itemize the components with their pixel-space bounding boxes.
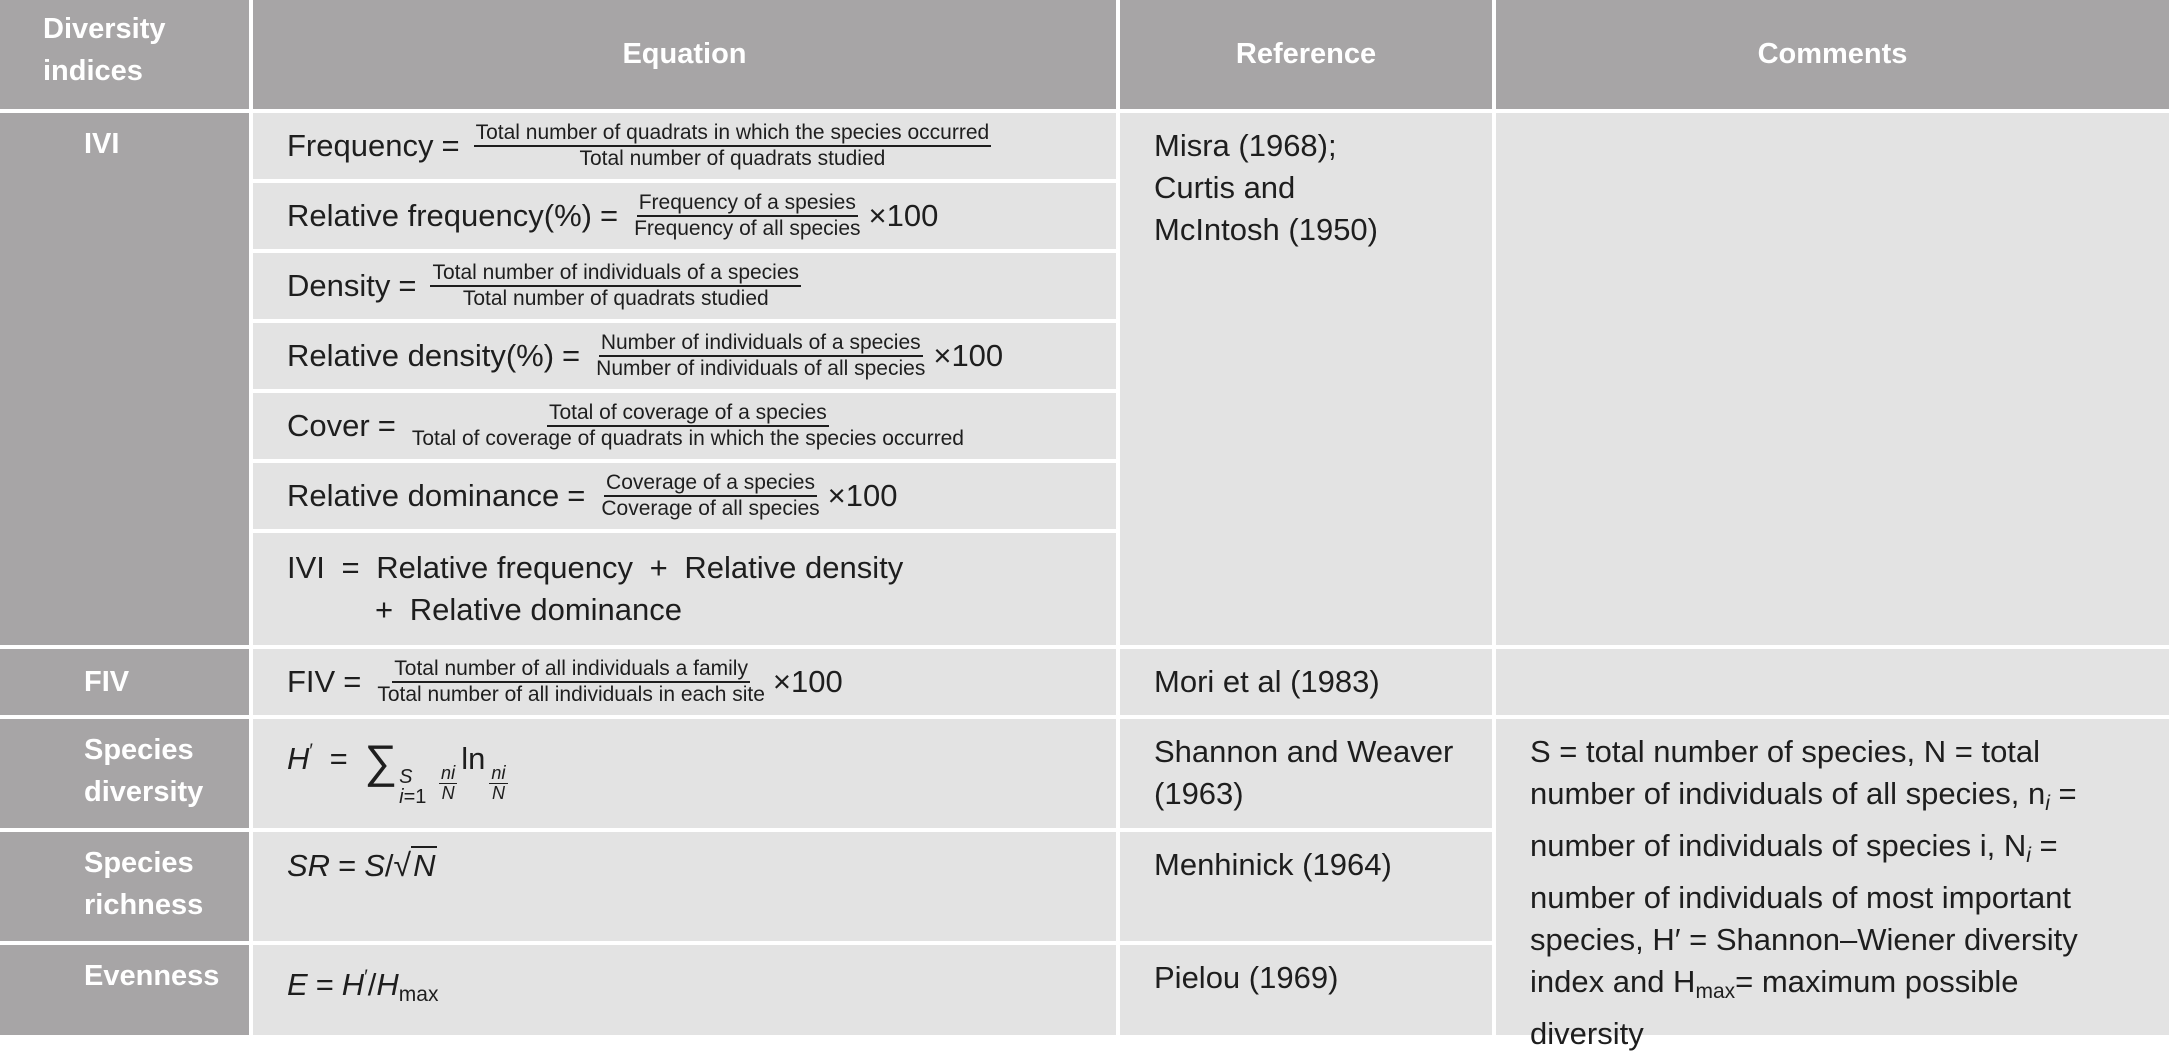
reference-evenness (1120, 945, 1492, 1035)
comments-line2: number of individuals of all species, n (1530, 776, 2046, 811)
frequency-denominator: Total number of quadrats studied (579, 147, 886, 170)
comments-line6: index and H (1530, 964, 1696, 999)
relative-frequency-lhs: Relative frequency(%) (287, 198, 592, 233)
header-equation (253, 0, 1116, 109)
reference-fiv (1120, 649, 1492, 715)
reference-species-diversity-line2: (1963) (1154, 776, 1244, 811)
comments-line4: number of individuals of most important (1530, 880, 2072, 915)
header-diversity-indices (0, 0, 249, 109)
equation-frequency: Frequency = $\frac{\text{Total number of quadrats in which the species occurred}}{\text{Total number of quadrats studied}}$ (253, 113, 1116, 179)
reference-ivi-line1: Misra (1968); (1154, 128, 1337, 163)
equation-species-diversity: H′ = ∑ S i=1 $\frac{ni}{N}$ ln $\frac{ni}{N}$ (253, 719, 1116, 828)
reference-species-richness (1120, 832, 1492, 941)
cover-numerator: Total of coverage of a species (547, 401, 829, 427)
index-species-richness-line1: Species (84, 847, 194, 879)
fiv-multiplier: 100 (791, 664, 843, 699)
fiv-lhs: FIV (287, 664, 336, 699)
index-species-richness (0, 832, 249, 941)
relative-density-lhs: Relative density(%) (287, 338, 555, 373)
relative-density-numerator: Number of individuals of a species (599, 331, 923, 357)
cover-lhs: Cover (287, 408, 370, 443)
relative-dominance-multiplier: 100 (845, 478, 898, 513)
relative-frequency-multiplier: 100 (886, 198, 939, 233)
reference-ivi-line2: Curtis and (1154, 170, 1296, 205)
reference-fiv-text: Mori et al (1983) (1154, 664, 1380, 699)
reference-species-diversity-line1: Shannon and Weaver (1154, 734, 1454, 769)
comments-line7: diversity (1530, 1016, 1644, 1051)
fiv-fraction (375, 657, 767, 707)
cover-denominator: Total of coverage of quadrats in which the species occurred (411, 427, 964, 450)
comments-line5: species, H′ = Shannon–Wiener diversity (1530, 922, 2078, 957)
comments-line3: number of individuals of species i, N (1530, 828, 2027, 863)
ivi-term-relative-dominance: Relative dominance (409, 592, 682, 627)
density-denominator: Total number of quadrats studied (462, 287, 769, 310)
equation-species-richness: SR = S/√N (253, 832, 1116, 941)
reference-ivi-line3: McIntosh (1950) (1154, 212, 1378, 247)
fiv-denominator: Total number of all individuals in each site (377, 683, 765, 706)
relative-dominance-fraction (599, 471, 821, 521)
equation-relative-frequency: Relative frequency(%) = $\frac{\text{Frequency of a spesies}}{\text{Frequency of all species}}$ × 100 (253, 183, 1116, 249)
ivi-lhs: IVI (287, 550, 325, 585)
frequency-lhs: Frequency (287, 128, 434, 163)
density-numerator: Total number of individuals of a species (430, 261, 801, 287)
header-reference-label: Reference (1235, 38, 1377, 70)
equation-relative-density: Relative density(%) = $\frac{\text{Number of individuals of a species}}{\text{Number of individuals of all species}}$ × 100 (253, 323, 1116, 389)
index-species-diversity-line1: Species (84, 734, 194, 766)
density-fraction (430, 261, 801, 311)
index-evenness (0, 945, 249, 1035)
cover-fraction (410, 401, 966, 451)
index-ivi (0, 113, 249, 645)
equation-ivi: IVI = Relative frequency + Relative density + Relative dominance (253, 533, 1116, 645)
equation-evenness: $E = H'/H_{max}$ (253, 945, 1116, 1035)
ivi-term-relative-density: Relative density (684, 550, 904, 585)
comments-line1: S = total number of species, N = total (1530, 734, 2041, 769)
fiv-numerator: Total number of all individuals a family (392, 657, 750, 683)
index-evenness-label: Evenness (84, 960, 220, 992)
header-diversity-indices-label: Diversity indices (43, 13, 166, 87)
relative-frequency-denominator: Frequency of all species (634, 217, 861, 240)
index-ivi-label: IVI (84, 128, 120, 160)
relative-dominance-lhs: Relative dominance (287, 478, 560, 513)
header-comments-label: Comments (1757, 38, 1908, 70)
relative-density-multiplier: 100 (951, 338, 1004, 373)
reference-ivi (1120, 113, 1492, 645)
comments-fiv (1496, 649, 2169, 715)
index-species-richness-line2: richness (84, 889, 204, 921)
header-equation-label: Equation (622, 38, 747, 70)
equation-fiv: FIV = $\frac{\text{Total number of all individuals a family}}{\text{Total number of all individuals in each site}}$ × 100 (253, 649, 1116, 715)
relative-density-fraction (594, 331, 927, 381)
index-species-diversity-line2: diversity (84, 776, 204, 808)
relative-dominance-numerator: Coverage of a species (604, 471, 817, 497)
frequency-fraction (474, 121, 992, 171)
index-fiv-label: FIV (84, 666, 130, 698)
density-lhs: Density (287, 268, 391, 303)
comments-ivi (1496, 113, 2169, 645)
relative-density-denominator: Number of individuals of all species (596, 357, 926, 380)
reference-species-richness-text: Menhinick (1964) (1154, 847, 1392, 882)
equation-cover: Cover = $\frac{\text{Total of coverage of a species}}{\text{Total of coverage of quadrats in which the species occurred}}$ (253, 393, 1116, 459)
relative-frequency-numerator: Frequency of a spesies (637, 191, 858, 217)
header-comments (1496, 0, 2169, 109)
reference-evenness-text: Pielou (1969) (1154, 960, 1339, 995)
ivi-term-relative-frequency: Relative frequency (376, 550, 634, 585)
index-fiv (0, 649, 249, 715)
equation-relative-dominance: Relative dominance = $\frac{\text{Coverage of a species}}{\text{Coverage of all species}}$ × 100 (253, 463, 1116, 529)
frequency-numerator: Total number of quadrats in which the species occurred (474, 121, 992, 147)
index-species-diversity (0, 719, 249, 828)
relative-dominance-denominator: Coverage of all species (601, 497, 820, 520)
equation-density: Density = $\frac{\text{Total number of individuals of a species}}{\text{Total number of quadrats studied}}$ (253, 253, 1116, 319)
header-reference (1120, 0, 1492, 109)
comments-variable-definitions: S = total number of species, N = total number of individuals of all species, $n_i$ = number of individuals of species i, $N_i$ = number of individuals of most important species, H′ = Shannon–Wiener diversity index and $H_{max}=$ maximum possible diversity (1496, 719, 2169, 1035)
reference-species-diversity (1120, 719, 1492, 828)
relative-frequency-fraction (632, 191, 862, 241)
